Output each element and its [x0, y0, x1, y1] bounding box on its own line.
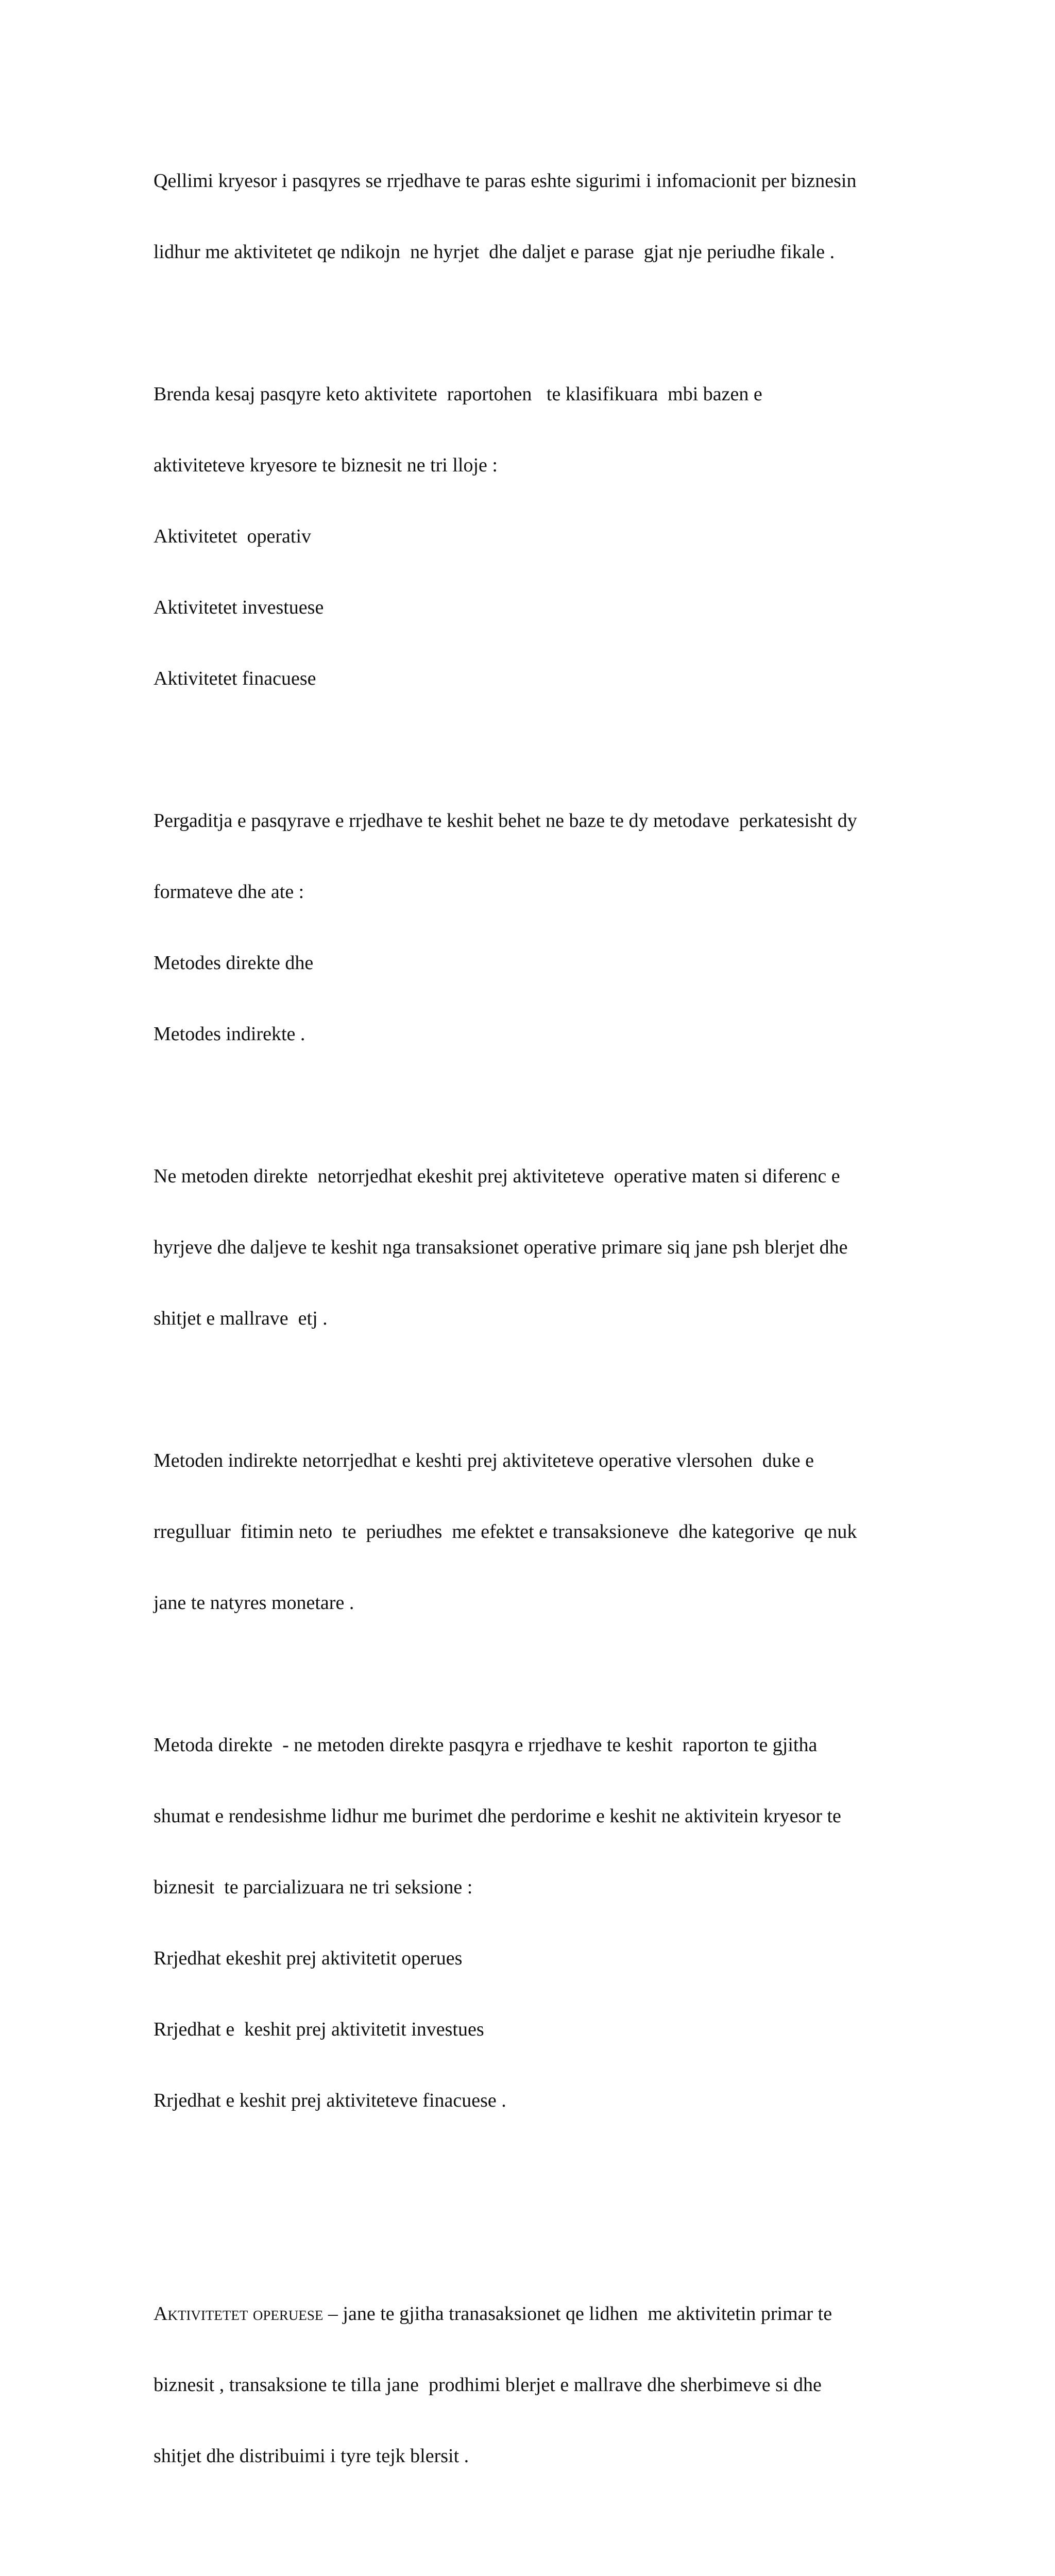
list-item: Metodes indirekte .: [154, 1023, 305, 1045]
text-line: Metoden indirekte netorrjedhat e keshti prej aktiviteteve operative vlersohen duke e: [154, 1450, 814, 1471]
text-line: shitjet e mallrave etj .: [154, 1308, 328, 1329]
paragraph-methods: [154, 761, 916, 1093]
paragraph-operating-activities: [154, 2255, 916, 2515]
spacer: [154, 2183, 916, 2255]
text-line: Metoda direkte - ne metoden direkte pasqyra e rrjedhave te keshit raporton te gjitha: [154, 1734, 818, 1756]
text-line: [154, 2302, 916, 2326]
text-line: formateve dhe ate :: [154, 881, 304, 903]
list-item: Metodes direkte dhe: [154, 952, 314, 974]
paragraph-activity-types: [154, 335, 916, 738]
text-line: Pergaditja e pasqyrave e rrjedhave te keshit behet ne baze te dy metodave perkatesisht dy: [154, 810, 857, 832]
text-line: Qellimi kryesor i pasqyres se rrjedhave te paras eshte sigurimi i infomacionit per biznesin: [154, 170, 857, 192]
text-line: Brenda kesaj pasqyre keto aktivitete raportohen te klasifikuara mbi bazen e: [154, 383, 762, 405]
list-item: Rrjedhat e keshit prej aktivitetit investues: [154, 2019, 484, 2040]
text-line: Ne metoden direkte netorrjedhat ekeshit prej aktiviteteve operative maten si diferenc e: [154, 1165, 840, 1187]
list-item: Aktivitetet investuese: [154, 597, 324, 618]
text-line: jane te natyres monetare .: [154, 1592, 354, 1614]
list-item: Aktivitetet finacuese: [154, 668, 316, 689]
text-line: rregulluar fitimin neto te periudhes me efektet e transaksioneve dhe kategorive qe nuk: [154, 1521, 857, 1543]
paragraph-indirect-method: [154, 1401, 916, 1662]
list-item: Rrjedhat ekeshit prej aktivitetit operues: [154, 1947, 463, 1969]
text-line: shumat e rendesishme lidhur me burimet dhe perdorime e keshit ne aktivitein kryesor te: [154, 1805, 841, 1827]
section-heading: Aktivitetet operuese: [154, 2303, 324, 2325]
list-item: Rrjedhat e keshit prej aktiviteteve finacuese .: [154, 2090, 506, 2111]
text-line: hyrjeve dhe daljeve te keshit nga transaksionet operative primare siq jane psh blerjet dhe: [154, 1236, 848, 1258]
text-run: – jane te gjitha tranasaksionet qe lidhen me aktivitetin primar te: [323, 2303, 832, 2325]
text-line: shitjet dhe distribuimi i tyre tejk blersit .: [154, 2445, 469, 2467]
text-line: aktiviteteve kryesore te biznesit ne tri lloje :: [154, 454, 498, 476]
document-body: [154, 122, 916, 2576]
list-item: Aktivitetet operativ: [154, 526, 312, 547]
text-line: biznesit te parcializuara ne tri seksione :: [154, 1876, 473, 1898]
paragraph-cash-inflows: [154, 2539, 916, 2576]
paragraph-purpose: [154, 122, 916, 311]
paragraph-direct-method: [154, 1117, 916, 1378]
text-line: biznesit , transaksione te tilla jane prodhimi blerjet e mallrave dhe sherbimeve si dhe: [154, 2374, 822, 2396]
text-line: lidhur me aktivitetet qe ndikojn ne hyrjet dhe daljet e parase gjat nje periudhe fikale .: [154, 241, 835, 263]
paragraph-direct-sections: [154, 1686, 916, 2160]
